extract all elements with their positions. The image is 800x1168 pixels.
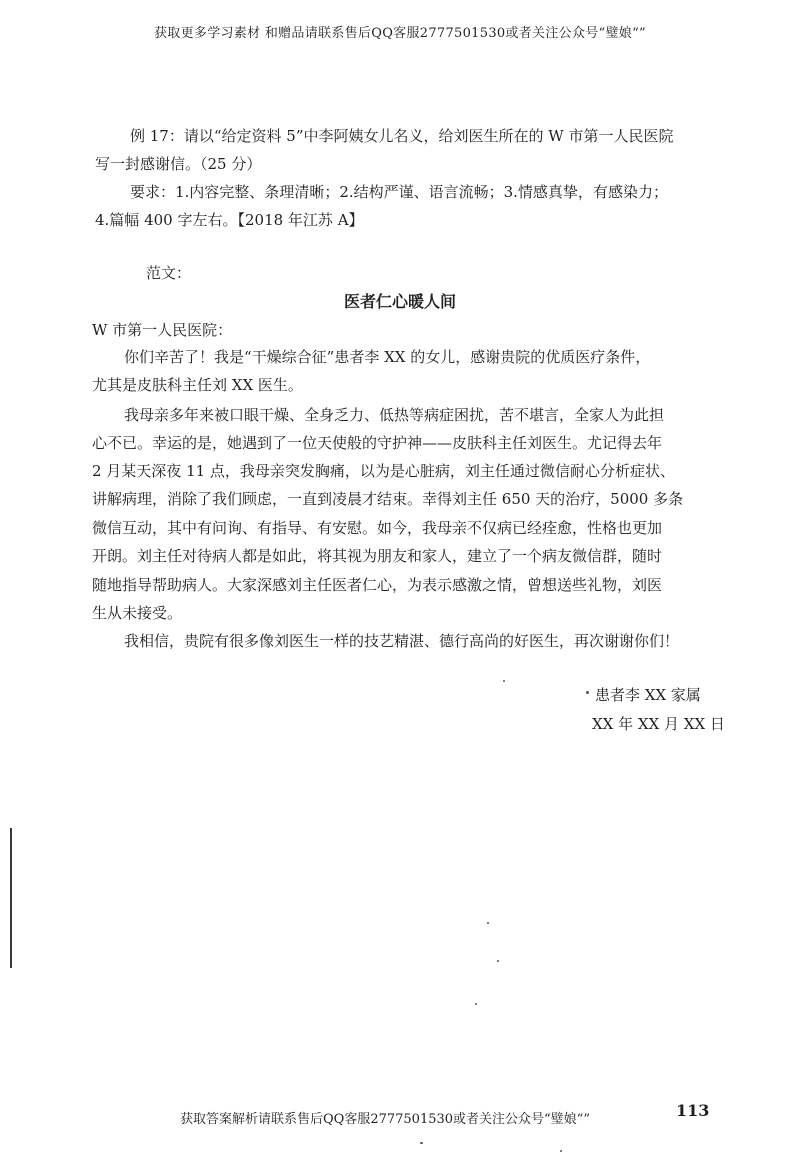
signature: 患者李 XX 家属 xyxy=(595,686,701,704)
scan-margin-line xyxy=(10,828,12,968)
sample-label: 范文： xyxy=(146,264,192,282)
date: XX 年 XX 月 XX 日 xyxy=(592,715,725,733)
essay-title: 医者仁心暖人间 xyxy=(343,292,456,311)
scan-speck xyxy=(586,691,589,694)
question-line-2: 写一封感谢信。（25 分） xyxy=(95,155,262,173)
scan-speck xyxy=(503,680,505,682)
paragraph-2-line-7: 随地指导帮助病人。大家深感刘主任医者仁心，为表示感激之情，曾想送些礼物，刘医 xyxy=(92,576,663,594)
header-note: 获取更多学习素材 和赠品请联系售后QQ客服2777501530或者关注公众号“璧娘“” xyxy=(154,26,646,41)
page-number: 113 xyxy=(676,1101,710,1120)
requirement-line-1: 要求：1.内容完整、条理清晰；2.结构严谨、语言流畅；3.情感真挚，有感染力； xyxy=(130,183,668,201)
paragraph-2-line-4: 讲解病理，消除了我们顾虑，一直到凌晨才结束。幸得刘主任 650 天的治疗，5000 多条 xyxy=(92,490,684,508)
scan-speck xyxy=(487,922,489,924)
paragraph-2-line-6: 开朗。刘主任对待病人都是如此，将其视为朋友和家人，建立了一个病友微信群，随时 xyxy=(92,547,663,565)
paragraph-2-line-8: 生从未接受。 xyxy=(92,604,183,622)
paragraph-2-line-1: 我母亲多年来被口眼干燥、全身乏力、低热等病症困扰，苦不堪言，全家人为此担 xyxy=(124,406,665,424)
paragraph-2-line-3: 2 月某天深夜 11 点，我母亲突发胸痛，以为是心脏病，刘主任通过微信耐心分析症状、 xyxy=(92,462,675,480)
paragraph-3-line-1: 我相信，贵院有很多像刘医生一样的技艺精湛、德行高尚的好医生，再次谢谢你们！ xyxy=(124,632,680,650)
paragraph-2-line-2: 心不已。幸运的是，她遇到了一位天使般的守护神——皮肤科主任刘医生。尤记得去年 xyxy=(92,434,663,452)
salutation: W 市第一人民医院： xyxy=(92,321,233,339)
footer-note: 获取答案解析请联系售后QQ客服2777501530或者关注公众号“璧娘“” xyxy=(180,1112,590,1127)
paragraph-1-line-1: 你们辛苦了！我是“干燥综合征”患者李 XX 的女儿，感谢贵院的优质医疗条件， xyxy=(124,348,651,366)
scan-speck xyxy=(560,1150,562,1152)
scan-speck xyxy=(475,1003,477,1005)
scan-speck xyxy=(420,1142,423,1144)
question-line-1: 例 17：请以“给定资料 5”中李阿姨女儿名义，给刘医生所在的 W 市第一人民医院 xyxy=(130,127,674,145)
paragraph-2-line-5: 微信互动，其中有问询、有指导、有安慰。如今，我母亲不仅病已经痊愈，性格也更加 xyxy=(92,519,663,537)
paragraph-1-line-2: 尤其是皮肤科主任刘 XX 医生。 xyxy=(92,376,303,394)
scan-speck xyxy=(497,960,499,962)
requirement-line-2: 4.篇幅 400 字左右。【2018 年江苏 A】 xyxy=(95,211,364,229)
